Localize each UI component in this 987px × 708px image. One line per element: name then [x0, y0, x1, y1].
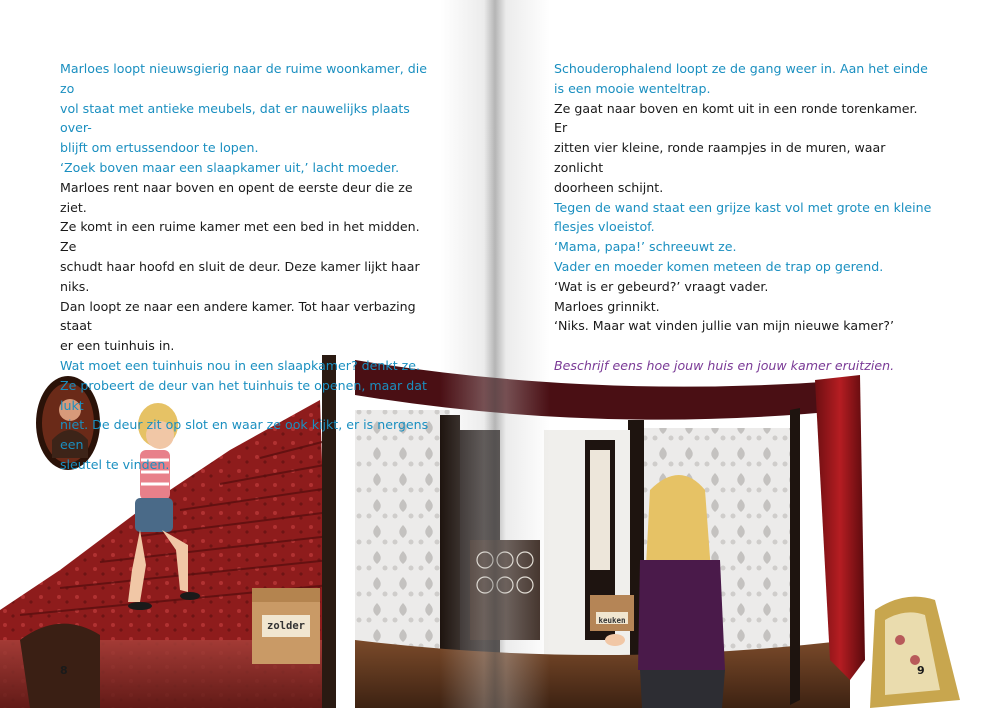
text-line: schudt haar hoofd en sluit de deur. Deze kamer lijkt haar niks.	[60, 258, 420, 294]
text-line: blijft om ertussendoor te lopen.	[60, 140, 259, 156]
text-line: Tegen de wand staat een grijze kast vol met grote en kleine	[554, 199, 932, 215]
text-line: Vader en moeder komen meteen de trap op gerend.	[554, 258, 884, 274]
text-line: Ze gaat naar boven en komt uit in een ronde torenkamer. Er	[554, 100, 918, 136]
text-line: Schouderophalend loopt ze de gang weer in. Aan het einde	[554, 61, 928, 76]
text-line: ‘Niks. Maar wat vinden jullie van mijn nieuwe kamer?’	[554, 318, 894, 334]
assignment-text: Beschrijf eens hoe jouw huis en jouw kamer eruitzien.	[554, 357, 895, 373]
text-line: Dan loopt ze naar een andere kamer. Tot haar verbazing staat	[60, 298, 416, 334]
text-line: Marloes rent naar boven en opent de eerste deur die ze ziet.	[60, 179, 413, 215]
keuken-box-label: keuken	[598, 616, 626, 625]
paragraph-gap	[554, 336, 934, 356]
text-line: sleutel te vinden.	[60, 456, 170, 472]
text-line: ‘Mama, papa!’ schreeuwt ze.	[554, 239, 737, 255]
text-line: Marloes grinnikt.	[554, 298, 660, 314]
text-line: zitten vier kleine, ronde raampjes in de muren, waar zonlicht	[554, 140, 886, 175]
text-line: vol staat met antieke meubels, dat er nauwelijks plaats over-	[60, 100, 410, 136]
text-line: er een tuinhuis in.	[60, 338, 175, 354]
page-number-left: 8	[60, 664, 68, 677]
page-number-right: 9	[917, 664, 925, 677]
text-line: Marloes loopt nieuwsgierig naar de ruime woonkamer, die zo	[60, 61, 428, 96]
text-line: is een mooie wenteltrap.	[554, 80, 711, 96]
text-line: niet. De deur zit op slot en waar ze ook kijkt, er is nergens een	[60, 417, 429, 453]
text-line: flesjes vloeistof.	[554, 219, 655, 235]
book-gutter	[440, 0, 550, 708]
text-line: Ze komt in een ruime kamer met een bed in het midden. Ze	[60, 219, 420, 255]
zolder-box-label: zolder	[267, 620, 305, 632]
left-page-text	[60, 59, 435, 475]
text-line: ‘Wat is er gebeurd?’ vraagt vader.	[554, 278, 769, 294]
right-page-text	[554, 59, 934, 376]
text-line: doorheen schijnt.	[554, 179, 664, 195]
text-line: Ze probeert de deur van het tuinhuis te openen, maar dat lukt	[60, 377, 427, 413]
text-line: ‘Zoek boven maar een slaapkamer uit,’ lacht moeder.	[60, 159, 400, 175]
text-line: Wat moet een tuinhuis nou in een slaapkamer? denkt ze.	[60, 357, 420, 373]
